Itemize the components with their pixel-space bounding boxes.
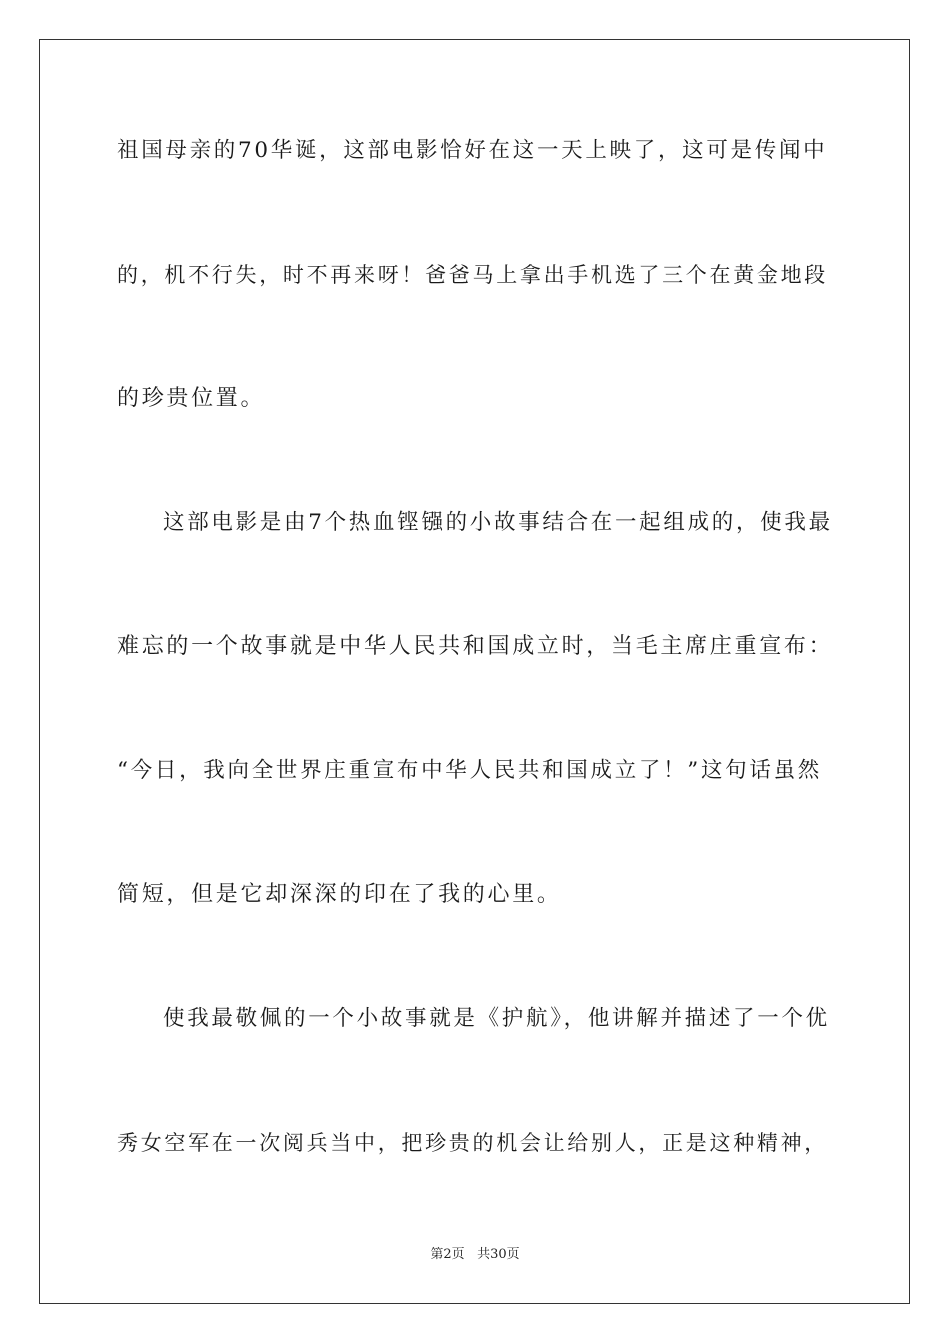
text-line-8: 使我最敬佩的一个小故事就是《护航》，他讲解并描述了一个优 <box>163 1006 830 1031</box>
page-footer <box>0 1246 950 1264</box>
text-line-9: 秀女空军在一次阅兵当中，把珍贵的机会让给别人，正是这种精神， <box>117 1131 828 1155</box>
text-line-4: 这部电影是由7个热血铿镪的小故事结合在一起组成的，使我最 <box>163 510 833 535</box>
page-number: 第2页 <box>430 1247 465 1262</box>
text-line-7: 简短，但是它却深深的印在了我的心里。 <box>117 882 562 907</box>
text-line-3: 的珍贵位置。 <box>117 386 266 411</box>
page-total: 共30页 <box>477 1247 520 1262</box>
page-border <box>39 39 910 1304</box>
text-line-6: “今日，我向全世界庄重宣布中华人民共和国成立了！”这句话虽然 <box>117 758 822 783</box>
text-line-1: 祖国母亲的70华诞，这部电影恰好在这一天上映了，这可是传闻中 <box>117 138 828 163</box>
text-line-5: 难忘的一个故事就是中华人民共和国成立时，当毛主席庄重宣布： <box>117 634 834 659</box>
text-line-2: 的，机不行失，时不再来呀！爸爸马上拿出手机选了三个在黄金地段 <box>117 263 828 287</box>
